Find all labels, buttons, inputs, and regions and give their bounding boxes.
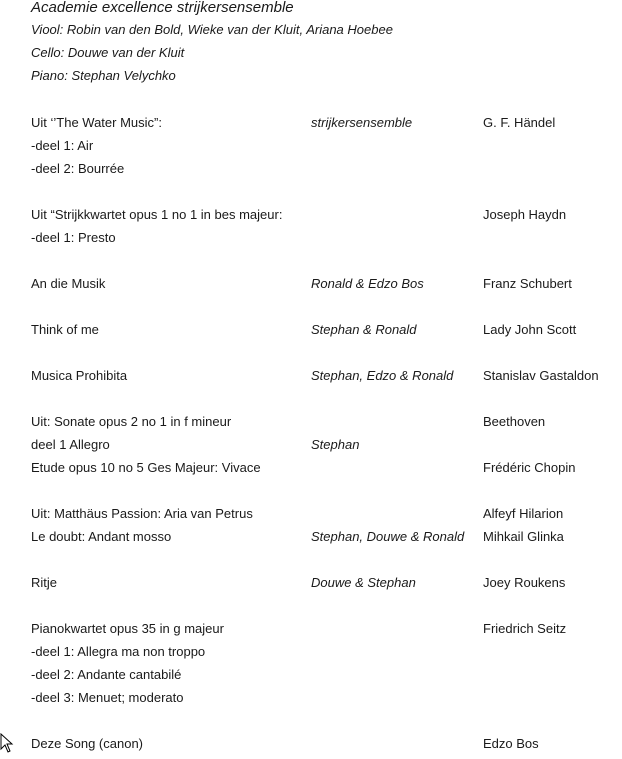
program-performers: Douwe & Stephan [311, 575, 416, 590]
header-line-violin: Viool: Robin van den Bold, Wieke van der Kluit, Ariana Hoebee [31, 22, 393, 37]
program-composer: Beethoven [483, 414, 546, 429]
program-work: -deel 1: Allegra ma non troppo [31, 644, 206, 659]
program-work: Uit “Strijkkwartet opus 1 no 1 in bes majeur: [31, 207, 283, 222]
program-work: Ritje [31, 575, 58, 590]
program-composer: Friedrich Seitz [483, 621, 567, 636]
program-work: Le doubt: Andant mosso [31, 529, 172, 544]
program-composer: Lady John Scott [483, 322, 577, 337]
header-line-cello: Cello: Douwe van der Kluit [31, 45, 185, 60]
mouse-cursor-icon [0, 733, 14, 753]
program-work: Etude opus 10 no 5 Ges Majeur: Vivace [31, 460, 261, 475]
program-work: -deel 1: Air [31, 138, 94, 153]
header-line-piano: Piano: Stephan Velychko [31, 68, 176, 83]
program-performers: Ronald & Edzo Bos [311, 276, 424, 291]
program-composer: Frédéric Chopin [483, 460, 576, 475]
program-performers: Stephan [311, 437, 360, 452]
program-work: Uit ‘’The Water Music”: [31, 115, 162, 130]
document-title: Academie excellence strijkersensemble [31, 0, 294, 16]
program-work: Uit: Matthäus Passion: Aria van Petrus [31, 506, 253, 521]
program-composer: G. F. Händel [483, 115, 556, 130]
program-composer: Mihkail Glinka [483, 529, 564, 544]
program-performers: Stephan, Douwe & Ronald [311, 529, 465, 544]
program-work: An die Musik [31, 276, 106, 291]
program-composer: Joseph Haydn [483, 207, 567, 222]
program-work: Pianokwartet opus 35 in g majeur [31, 621, 224, 636]
program-composer: Stanislav Gastaldon [483, 368, 599, 383]
program-composer: Edzo Bos [483, 736, 539, 751]
program-composer: Alfeyf Hilarion [483, 506, 564, 521]
program-work: Think of me [31, 322, 99, 337]
program-performers: strijkersensemble [311, 115, 413, 130]
program-work: -deel 2: Bourrée [31, 161, 125, 176]
program-work: Uit: Sonate opus 2 no 1 in f mineur [31, 414, 232, 429]
program-composer: Franz Schubert [483, 276, 572, 291]
program-composer: Joey Roukens [483, 575, 566, 590]
program-work: Musica Prohibita [31, 368, 128, 383]
program-work: -deel 3: Menuet; moderato [31, 690, 184, 705]
program-work: -deel 1: Presto [31, 230, 116, 245]
program-work: Deze Song (canon) [31, 736, 144, 751]
program-performers: Stephan & Ronald [311, 322, 417, 337]
program-performers: Stephan, Edzo & Ronald [311, 368, 454, 383]
program-work: deel 1 Allegro [31, 437, 110, 452]
program-work: -deel 2: Andante cantabilé [31, 667, 182, 682]
